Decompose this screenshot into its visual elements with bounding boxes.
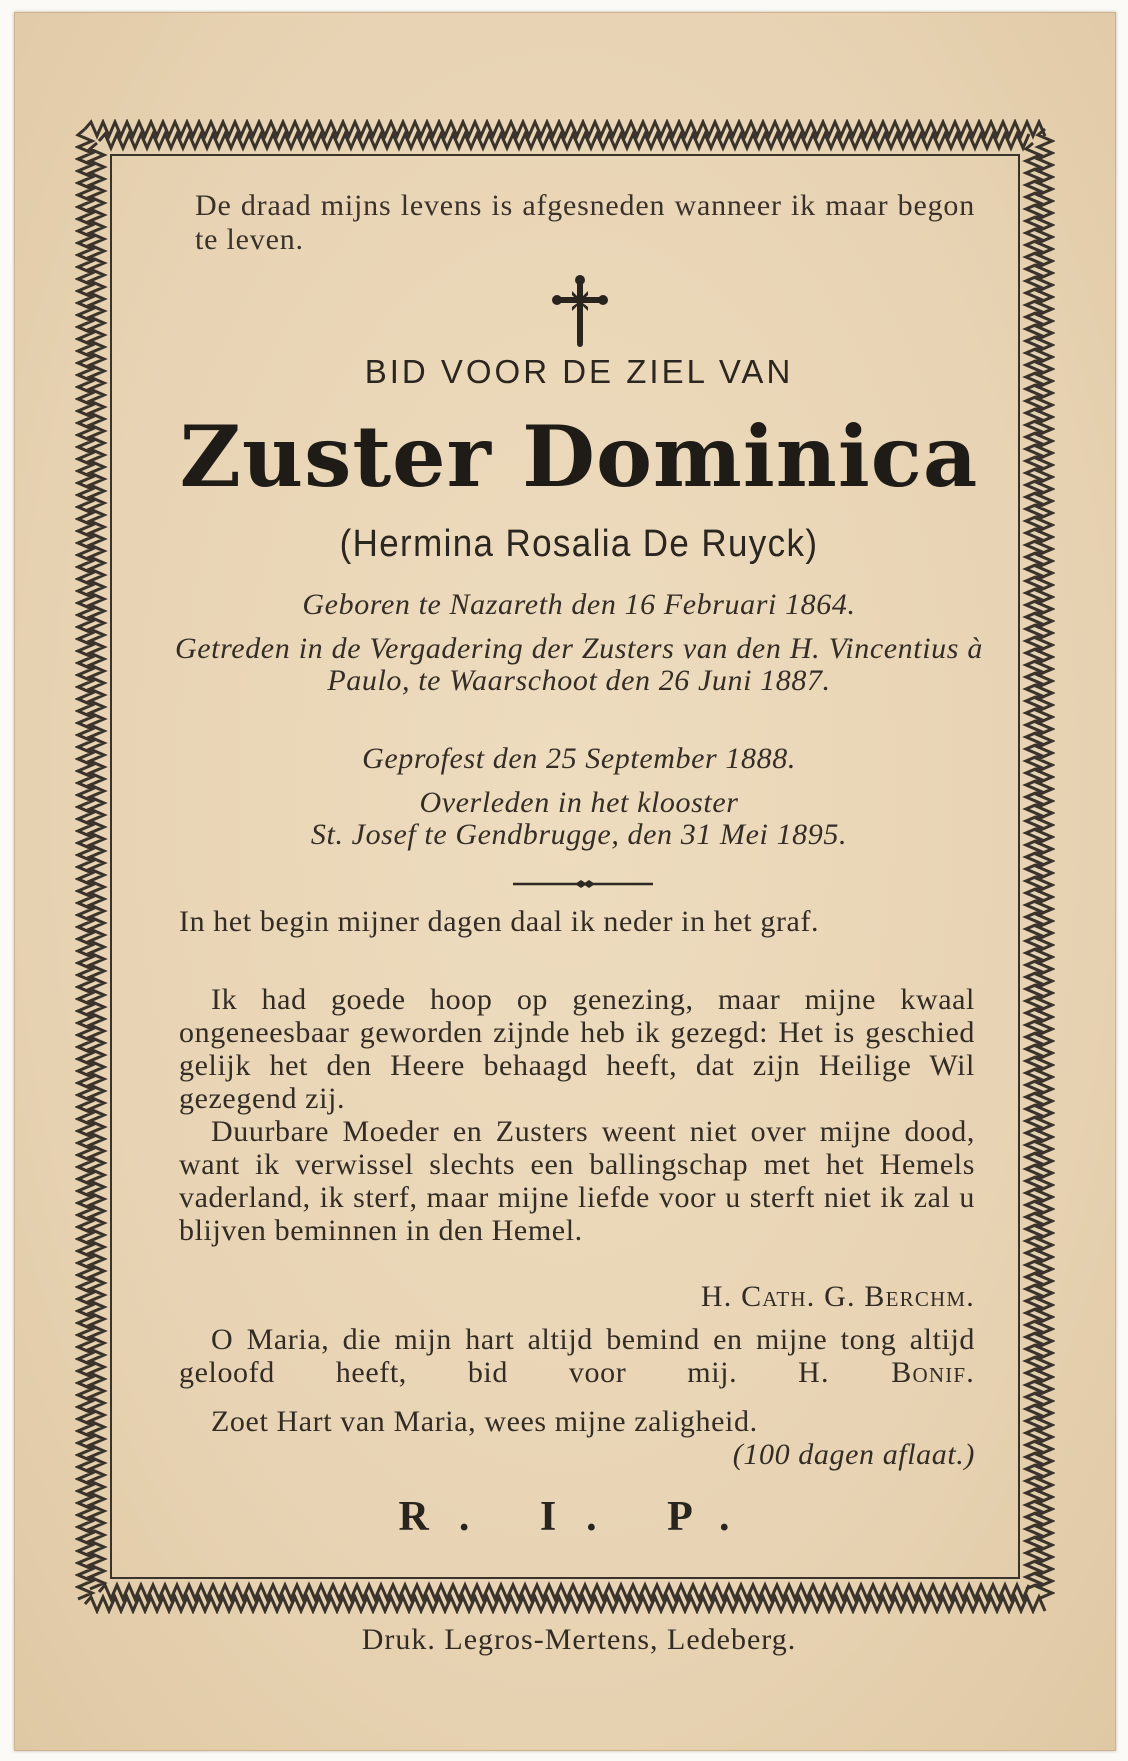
attribution-bonifacius: H. Bonif. bbox=[798, 1356, 975, 1389]
birth-line: Geboren te Nazareth den 16 Februari 1864. bbox=[302, 588, 856, 621]
paragraph-2: Ik had goede hoop op genezing, maar mijne kwaal ongeneesbaar geworden zijnde heb ik gezegd: Het is geschied gelijk het den Heere behaagd heeft, dat zijn Heilige Wil gezegend zij. bbox=[179, 983, 975, 1115]
border-zigzag-4 bbox=[78, 129, 92, 1599]
paragraph-4-text: O Maria, die mijn hart altijd bemind en mijne tong altijd geloofd heeft, bid voor mij. bbox=[179, 1323, 975, 1389]
rip-text: R. I. P. bbox=[398, 1494, 760, 1540]
birth-name: (Hermina Rosalia De Ruyck) bbox=[339, 523, 819, 565]
border-zigzag-2 bbox=[85, 1597, 1045, 1611]
paragraph-4 bbox=[179, 1323, 975, 1389]
entry-line: Getreden in de Vergadering der Zusters van den H. Vincentius à Paulo, te Waarschoot den 26 Juni 1887. bbox=[175, 632, 983, 697]
indulgence-note: (100 dagen aflaat.) bbox=[732, 1438, 975, 1471]
death-line-1: Overleden in het klooster bbox=[419, 786, 739, 819]
death-line-2: St. Josef te Gendbrugge, den 31 Mei 1895. bbox=[310, 818, 848, 851]
separator-ornament bbox=[513, 877, 653, 891]
cross-icon bbox=[552, 275, 608, 347]
border-zigzag-5 bbox=[90, 143, 104, 1589]
prayer-heading: BID VOOR DE ZIEL VAN bbox=[364, 353, 794, 390]
paragraph-1: In het begin mijner dagen daal ik neder in het graf. bbox=[179, 905, 820, 938]
attribution-berchmans: H. Cath. G. Berchm. bbox=[700, 1280, 975, 1313]
deceased-name: Zuster Dominica bbox=[179, 407, 979, 506]
motto-text: De draad mijns levens is afgesneden wanneer ik maar begon te leven. bbox=[195, 189, 975, 256]
border-zigzag-0 bbox=[85, 122, 1045, 136]
paragraph-5: Zoet Hart van Maria, wees mijne zaligheid. bbox=[211, 1405, 758, 1438]
memorial-card bbox=[14, 12, 1116, 1751]
printer-line: Druk. Legros-Mertens, Ledeberg. bbox=[361, 1623, 797, 1656]
border-zigzag-3 bbox=[99, 1585, 1029, 1599]
profession-line: Geprofest den 25 September 1888. bbox=[362, 742, 796, 775]
paragraph-3: Duurbare Moeder en Zusters weent niet over mijne dood, want ik verwissel slechts een ballingschap met het Hemels vaderland, ik sterf, maar mijne liefde voor u sterft niet ik zal u blijven beminnen in den Hemel. bbox=[179, 1115, 975, 1247]
